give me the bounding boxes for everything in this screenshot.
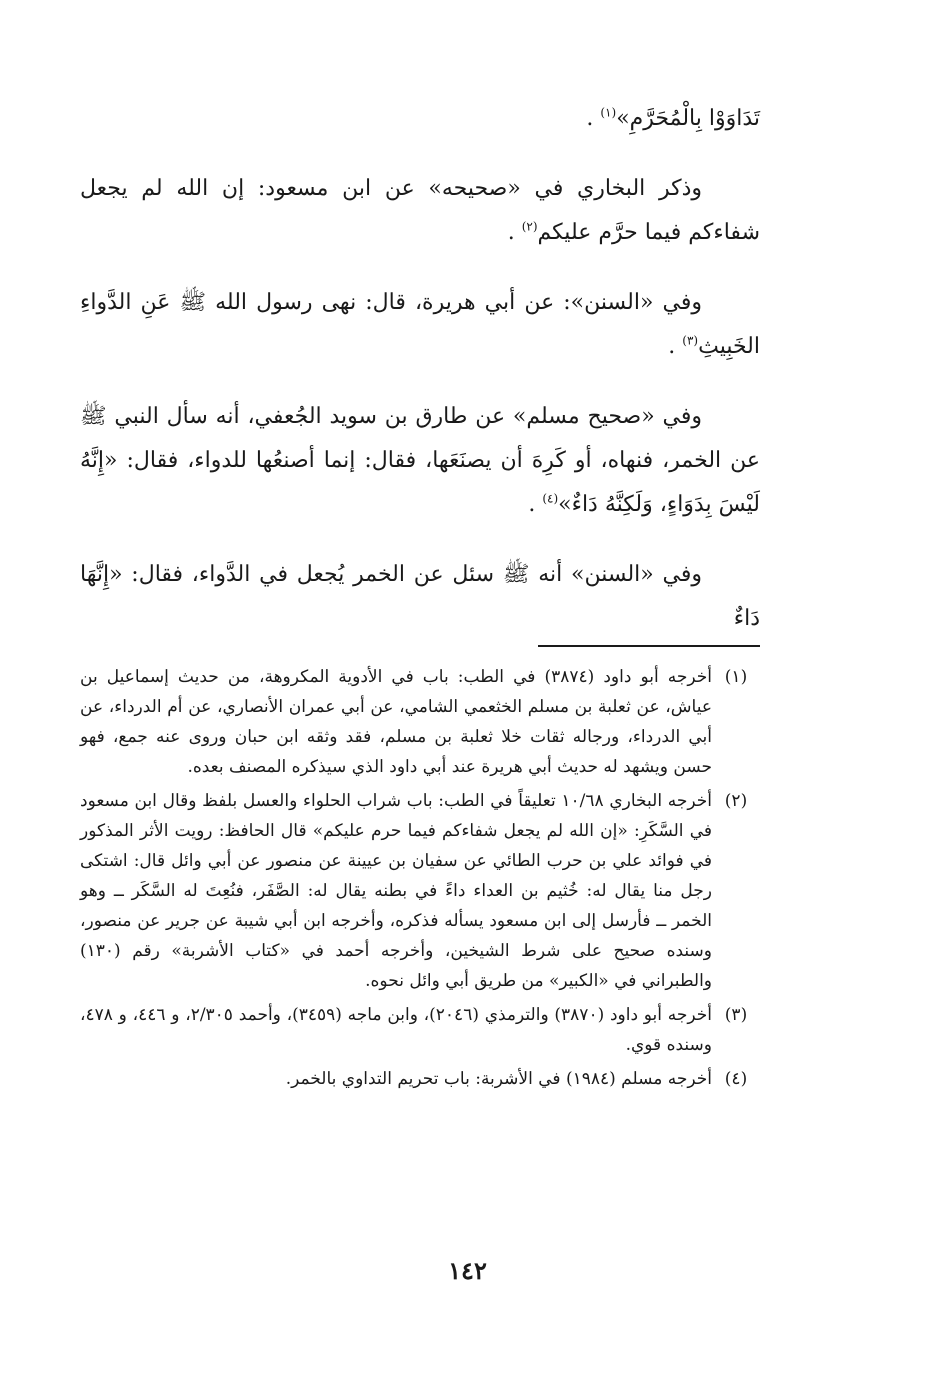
- paragraph-4-text: وفي «صحيح مسلم» عن طارق بن سويد الجُعفي، أنه سأل النبي ﷺ عن الخمر، فنهاه، أو كَرِهَ أن يصنَعَها، فقال: إنما أصنعُها للدواء، فقال: «إِنَّهُ لَيْسَ بِدَوَاءٍ، وَلَكِنَّهُ دَاءٌ»: [80, 404, 760, 517]
- paragraph-5-text: وفي «السنن» أنه ﷺ سئل عن الخمر يُجعل في الدَّواء، فقال: «إِنَّهَا دَاءٌ: [80, 562, 760, 631]
- footnote-2: [80, 786, 760, 996]
- footnote-ref-2: (٢): [521, 219, 538, 234]
- paragraph-1-text: تَدَاوَوْا بِالْمُحَرَّمِ»: [616, 106, 760, 131]
- footnote-text: أخرجه مسلم (١٩٨٤) في الأشربة: باب تحريم التداوي بالخمر.: [285, 1069, 712, 1089]
- footnote-4: [80, 1064, 760, 1094]
- paragraph-3-text: وفي «السنن»: عن أبي هريرة، قال: نهى رسول الله ﷺ عَنِ الدَّواءِ الخَبِيثِ: [80, 290, 760, 359]
- paragraph-1: [80, 97, 760, 141]
- paragraph-5: [80, 553, 760, 641]
- footnote-number: (٣): [724, 1005, 748, 1025]
- page-number: ١٤٢: [448, 1256, 487, 1285]
- paragraph-4-tail: .: [528, 492, 536, 517]
- paragraph-4: [80, 395, 760, 527]
- footnotes: [80, 662, 760, 1098]
- paragraph-3-tail: .: [668, 334, 676, 359]
- paragraph-1-tail: .: [586, 106, 594, 131]
- footnote-1: [80, 662, 760, 782]
- footnote-number: (١): [724, 667, 748, 687]
- footnote-ref-4: (٤): [542, 491, 559, 506]
- paragraph-3: [80, 281, 760, 369]
- footnote-text: أخرجه أبو داود (٣٨٧٠) والترمذي (٢٠٤٦)، وابن ماجه (٣٤٥٩)، وأحمد ٢/٣٠٥، و ٤٤٦، و ٤٧٨، وسنده قوي.: [80, 1005, 712, 1055]
- footnote-ref-3: (٣): [682, 333, 699, 348]
- footnote-divider: [538, 645, 760, 647]
- footnote-ref-1: (١): [600, 105, 617, 120]
- footnote-number: (٤): [724, 1069, 748, 1089]
- paragraph-2-tail: .: [507, 220, 515, 245]
- main-text: [80, 95, 760, 667]
- footnote-text: أخرجه أبو داود (٣٨٧٤) في الطب: باب في الأدوية المكروهة، من حديث إسماعيل بن عياش، عن ثعلبة بن مسلم الخثعمي الشامي، عن أبي عمران الأنصاري، عن أم الدرداء، عن أبي الدرداء، ورجاله ثقات خلا ثعلبة بن مسلم، فقد وثقه ابن حبان وروى عنه جمع، فهو حسن ويشهد له حديث أبي هريرة عند أبي داود الذي سيذكره المصنف بعده.: [80, 667, 713, 777]
- footnote-text: أخرجه البخاري ١٠/٦٨ تعليقاً في الطب: باب شراب الحلواء والعسل بلفظ وقال ابن مسعود في السَّكَرِ: «إن الله لم يجعل شفاءكم فيما حرم عليكم» قال الحافظ: رويت الأثر المذكور في فوائد علي بن حرب الطائي عن سفيان بن عيينة عن منصور عن أبي وائل قال: اشتكى رجل منا يقال له: خُثيم بن العداء داءً في بطنه يقال له: الصَّفَر، فنُعِتَ له السَّكَر ــ وهو الخمر ــ فأرسل إلى ابن مسعود يسأله فذكره، وأخرجه ابن أبي شيبة عن جرير عن منصور، وسنده صحيح على شرط الشيخين، وأخرجه أحمد في «كتاب الأشربة» رقم (١٣٠) والطبراني في «الكبير» من طريق أبي وائل نحوه.: [80, 791, 712, 991]
- paragraph-2-text: وذكر البخاري في «صحيحه» عن ابن مسعود: إن الله لم يجعل شفاءكم فيما حرَّم عليكم: [80, 176, 760, 245]
- footnote-number: (٢): [724, 791, 748, 811]
- footnote-3: [80, 1000, 760, 1060]
- paragraph-2: [80, 167, 760, 255]
